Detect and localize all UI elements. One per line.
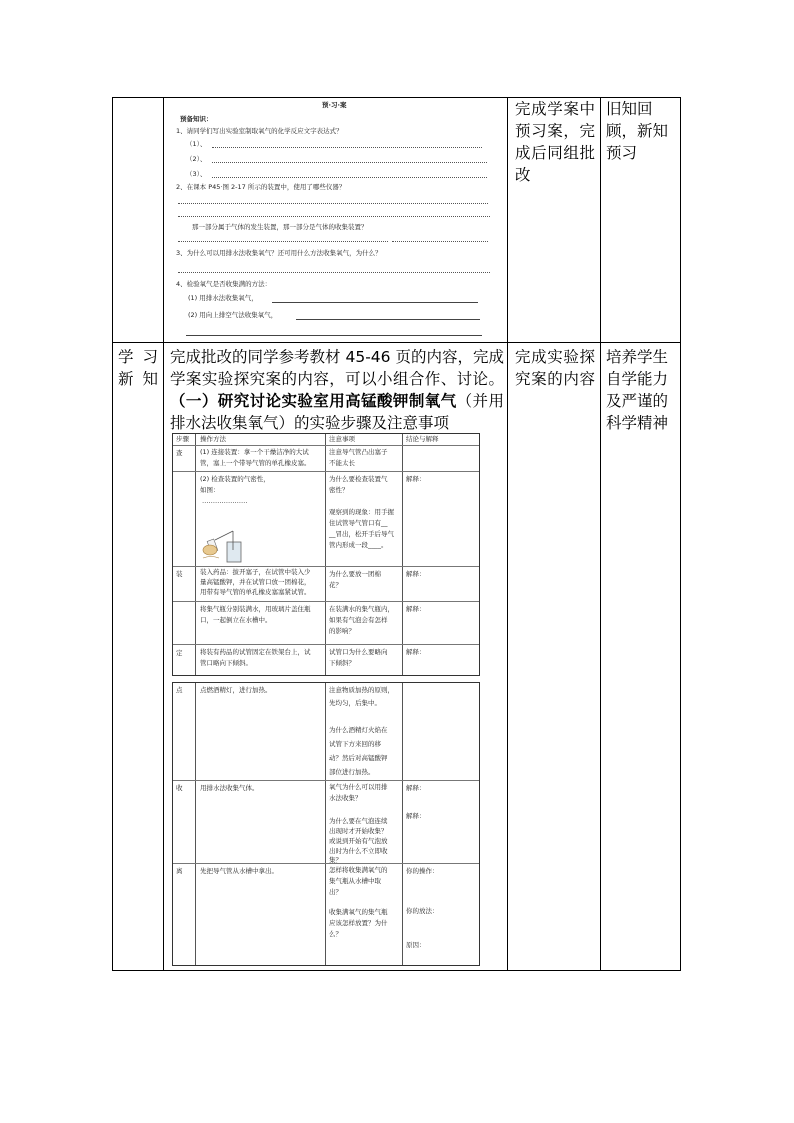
note-line: 集气瓶从水槽中取 — [329, 877, 381, 885]
preview-question-4: 4、检验氧气是否收集满的方法： — [176, 280, 272, 288]
preview-title: 预·习·案 — [322, 101, 347, 109]
table-header-notes: 注意事项 — [329, 435, 355, 443]
note-line: 部位进行加热。 — [329, 768, 375, 776]
row1-design-intent: 旧知回顾，新知预习 — [606, 100, 669, 162]
note-line: 出时为什么不立即收 — [329, 847, 388, 855]
op-line: 将集气瓶分别装满水，用玻璃片盖住瓶 — [200, 605, 311, 613]
table-header-step: 步骤 — [176, 435, 189, 443]
note-line: 出？ — [329, 888, 342, 896]
note-line: 应该怎样放置？为什 — [329, 919, 388, 927]
conclusion-line: 解释： — [406, 784, 426, 792]
op-line: (1) 连接装置：拿一个干燥洁净的大试 — [200, 448, 309, 456]
note-line: 花？ — [329, 581, 342, 589]
step-cell: 离 — [176, 867, 183, 875]
step-cell: 收 — [176, 784, 183, 792]
step-cell: 定 — [176, 649, 183, 657]
row2-intro-text: 完成批改的同学参考教材 45-46 页的内容，完成学案实验探究案的内容，可以小组合作、讨论。 — [170, 348, 504, 388]
answer-line — [212, 177, 487, 178]
note-line: 收集满氧气的集气瓶 — [329, 908, 388, 916]
table-col-divider — [163, 97, 164, 971]
answer-line — [296, 319, 480, 320]
step-cell: 装 — [176, 570, 183, 578]
table-col-divider — [600, 97, 601, 971]
note-line: 在装满水的集气瓶内， — [329, 605, 394, 613]
table-col-divider — [507, 97, 508, 971]
note-line: 观察到的现象：用手握 — [329, 508, 394, 516]
op-line: 点燃酒精灯，进行加热。 — [200, 686, 272, 694]
note-line: 下倾斜？ — [329, 659, 355, 667]
note-line: 为什么要在气泡连续 — [329, 817, 388, 825]
answer-line — [212, 162, 487, 163]
note-line: 注意导气管凸出塞子 — [329, 448, 388, 456]
answer-line — [186, 335, 482, 336]
note-line: __冒出，松开手后导气 — [329, 530, 394, 538]
answer-line — [178, 203, 488, 204]
note-line: 如果有气泡会有怎样 — [329, 616, 388, 624]
table-border-bottom — [112, 970, 680, 971]
answer-line — [178, 241, 388, 242]
note-line: 怎样将收集满氧气的 — [329, 866, 388, 874]
answer-line — [392, 241, 488, 242]
note-line: 试管下方来回的移 — [329, 740, 381, 748]
note-line: 或说到开始有气泡放 — [329, 837, 388, 845]
op-line: 管口略向下倾斜。 — [200, 659, 252, 667]
conclusion-line: 解释： — [406, 648, 426, 656]
preview-question-2b: 那一部分属于气体的发生装置，那一部分是气体的收集装置？ — [192, 223, 368, 231]
op-line: 口，一起倒立在水槽中。 — [200, 616, 272, 624]
note-line: 住试管导气管口有__ — [329, 519, 388, 527]
table-header-method: 操作方法 — [200, 435, 226, 443]
conclusion-line: 原因： — [406, 941, 426, 949]
op-line: 如图： — [200, 486, 220, 494]
preview-q4-item: (2) 用向上排空气法收集氧气， — [188, 311, 278, 319]
op-line: 将装有药品的试管固定在铁架台上，试 — [200, 648, 311, 656]
note-line: 先均匀，后集中。 — [329, 699, 381, 707]
op-line: 装入药品：拔开塞子，在试管中装入少 — [200, 568, 311, 576]
note-line: 集？ — [329, 856, 342, 864]
row2-student-activity: 完成实验探究案的内容 — [515, 348, 595, 388]
row1-student-activity: 完成学案中预习案，完成后同组批改 — [515, 100, 595, 184]
op-line: 量高锰酸钾，并在试管口放一团棉花， — [200, 578, 311, 586]
conclusion-line: 解释： — [406, 812, 426, 820]
row2-intro — [170, 346, 504, 434]
conclusion-line: 你的操作： — [406, 867, 439, 875]
op-line: ………………… — [202, 497, 248, 505]
step-cell: 查 — [176, 449, 183, 457]
preview-question-3: 3、为什么可以用排水法收集氧气？还可用什么方法收集氧气，为什么？ — [176, 249, 382, 257]
row2-intro-tail: （并用排水法收集氧气）的实验步骤及注意事项 — [170, 392, 504, 432]
row2-intro-heading: （一）研究讨论实验室用高锰酸钾制氧气 — [170, 392, 457, 410]
note-line: 管内形成一段____。 — [329, 541, 388, 549]
note-line: 试管口为什么要略向 — [329, 648, 388, 656]
note-line: 密性？ — [329, 486, 349, 494]
answer-line — [212, 147, 482, 148]
preview-q1-item: （1）、 — [186, 140, 207, 148]
preview-q4-item: (1) 用排水法收集氧气， — [188, 294, 258, 302]
conclusion-line: 解释： — [406, 475, 426, 483]
op-line: 管，塞上一个带导气管的单孔橡皮塞。 — [200, 459, 311, 467]
preview-prep-label: 预备知识： — [180, 115, 213, 123]
preview-question-1: 1、请同学们写出实验室制取氧气的化学反应文字表达式？ — [176, 127, 343, 135]
table-border-left — [112, 97, 113, 971]
note-line: 水法收集？ — [329, 794, 362, 802]
preview-q1-item: （2）、 — [186, 155, 207, 163]
note-line: 出现时才开始收集？ — [329, 827, 388, 835]
op-line: 先把导气管从水槽中拿出。 — [200, 867, 278, 875]
answer-line — [178, 272, 490, 273]
note-line: 动？然后对高锰酸钾 — [329, 754, 388, 762]
preview-q1-item: （3）、 — [186, 170, 207, 178]
experiment-table-2 — [172, 682, 480, 966]
op-line: (2) 检查装置的气密性， — [200, 475, 270, 483]
step-cell: 点 — [176, 686, 183, 694]
note-line: 不能太长 — [329, 459, 355, 467]
preview-question-2: 2、在课本 P45·图 2-17 所示的装置中，使用了哪些仪器？ — [176, 183, 346, 191]
conclusion-line: 解释： — [406, 605, 426, 613]
note-line: 为什么酒精灯火焰在 — [329, 726, 388, 734]
conclusion-line: 解释： — [406, 570, 426, 578]
table-border-right — [680, 97, 681, 971]
note-line: 的影响？ — [329, 627, 355, 635]
note-line: 么？ — [329, 930, 342, 938]
row2-label: 学习新知 — [118, 348, 158, 388]
table-row-divider — [112, 342, 680, 343]
conclusion-line: 你的放法： — [406, 907, 439, 915]
row2-design-intent: 培养学生自学能力及严谨的科学精神 — [606, 348, 669, 432]
note-line: 为什么要检查装置气 — [329, 475, 388, 483]
note-line: 注意物质加热的原则， — [329, 686, 394, 694]
experiment-table-1 — [172, 433, 480, 676]
op-line: 用排水法收集气体。 — [200, 784, 259, 792]
answer-line — [178, 216, 490, 217]
note-line: 氧气为什么可以用排 — [329, 783, 388, 791]
note-line: 为什么要放一团棉 — [329, 570, 381, 578]
airtightness-apparatus-image — [201, 528, 249, 564]
answer-line — [272, 302, 478, 303]
op-line: 用带有导气管的单孔橡皮塞塞紧试管。 — [200, 588, 311, 596]
table-header-conclusion: 结论与解释 — [406, 435, 439, 443]
